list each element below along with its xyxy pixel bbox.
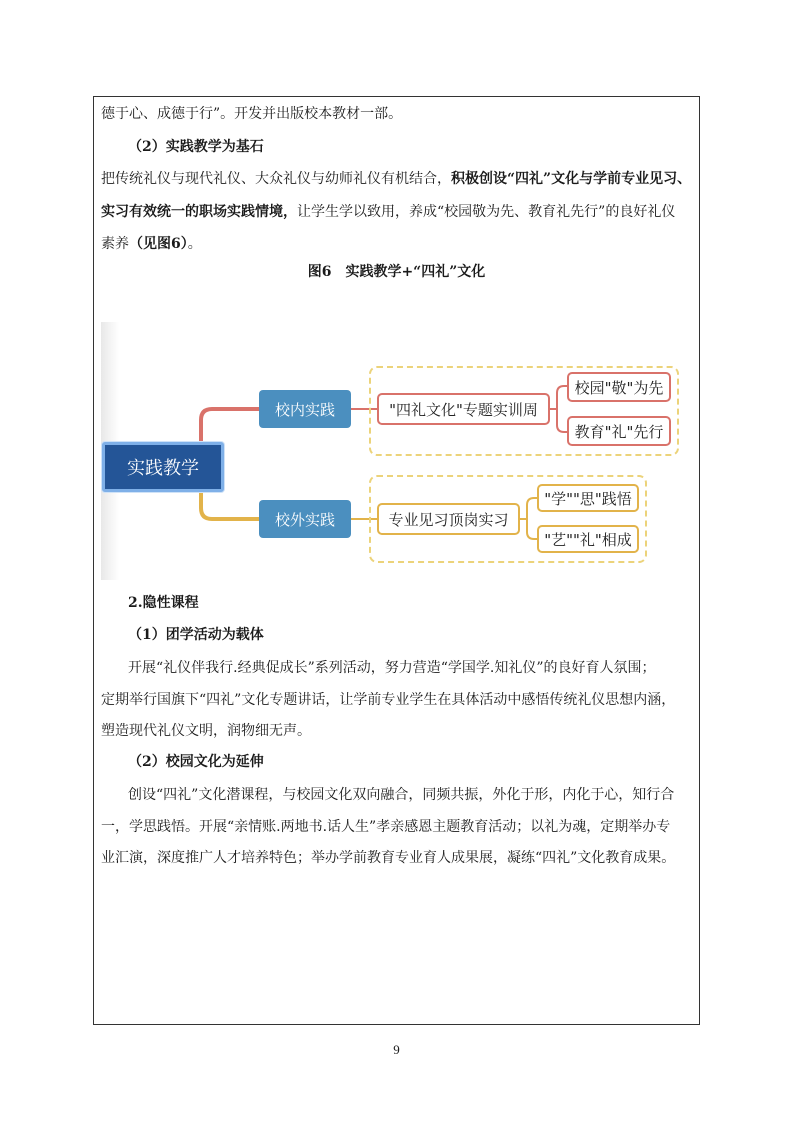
figure-caption: 图6 实践教学+“四礼”文化 [307,264,486,280]
inner-leaf-node: 校园"敬"为先 [567,372,671,402]
text-line [101,169,691,189]
text-segment: 素养 [101,236,129,252]
link-root-outer [201,492,259,519]
text-segment: 把传统礼仪与现代礼仪、大众礼仪与幼师礼仪有机结合， [101,171,451,187]
root-node: 实践教学 [102,442,224,492]
branch-node-inner: 校内实践 [259,390,351,428]
mind-map [101,322,691,580]
text-segment: 。 [187,236,202,252]
section-heading: （1）团学活动为载体 [128,627,264,643]
text-line: 塑造现代礼仪文明，润物细无声。 [101,723,311,739]
text-line: 德于心、成德于行”。开发并出版校本教材一部。 [101,106,403,122]
text-line [101,202,675,222]
section-heading: （2）实践教学为基石 [128,139,264,155]
text-segment-bold: 实习有效统一的职场实践情境， [101,204,297,220]
page-number: 9 [393,1042,400,1057]
text-line: 开展“礼仪伴我行.经典促成长”系列活动，努力营造“学国学.知礼仪”的良好育人氛围； [128,660,656,676]
inner-leaf-node: 教育"礼"先行 [567,416,671,446]
outer-leaf-node: "艺""礼"相成 [537,525,639,553]
text-segment-bold: （见图6） [129,236,188,252]
link-root-inner [201,409,259,442]
text-segment-bold: 积极创设“四礼”文化与学前专业见习、 [451,171,692,187]
text-line: 定期举行国旗下“四礼”文化专题讲话，让学前专业学生在具体活动中感悟传统礼仪思想内涵， [101,692,676,708]
inner-mid-node: "四礼文化"专题实训周 [377,393,550,425]
branch-node-outer: 校外实践 [259,500,351,538]
text-segment: 让学生学以致用，养成“校园敬为先、教育礼先行”的良好礼仪 [297,204,676,220]
text-line: 一，学思践悟。开展“亲情账.两地书.话人生”孝亲感恩主题教育活动；以礼为魂，定期举办专 [101,819,671,835]
text-line: 业汇演，深度推广人才培养特色；举办学前教育专业育人成果展，凝练“四礼”文化教育成果。 [101,850,676,866]
text-line: 创设“四礼”文化潜课程，与校园文化双向融合，同频共振，外化于形，内化于心，知行合 [128,787,675,803]
section-heading: （2）校园文化为延伸 [128,754,264,770]
text-line [101,234,202,254]
outer-leaf-node: "学""思"践悟 [537,484,639,512]
section-heading: 2.隐性课程 [128,595,199,611]
outer-mid-node: 专业见习顶岗实习 [377,503,520,535]
